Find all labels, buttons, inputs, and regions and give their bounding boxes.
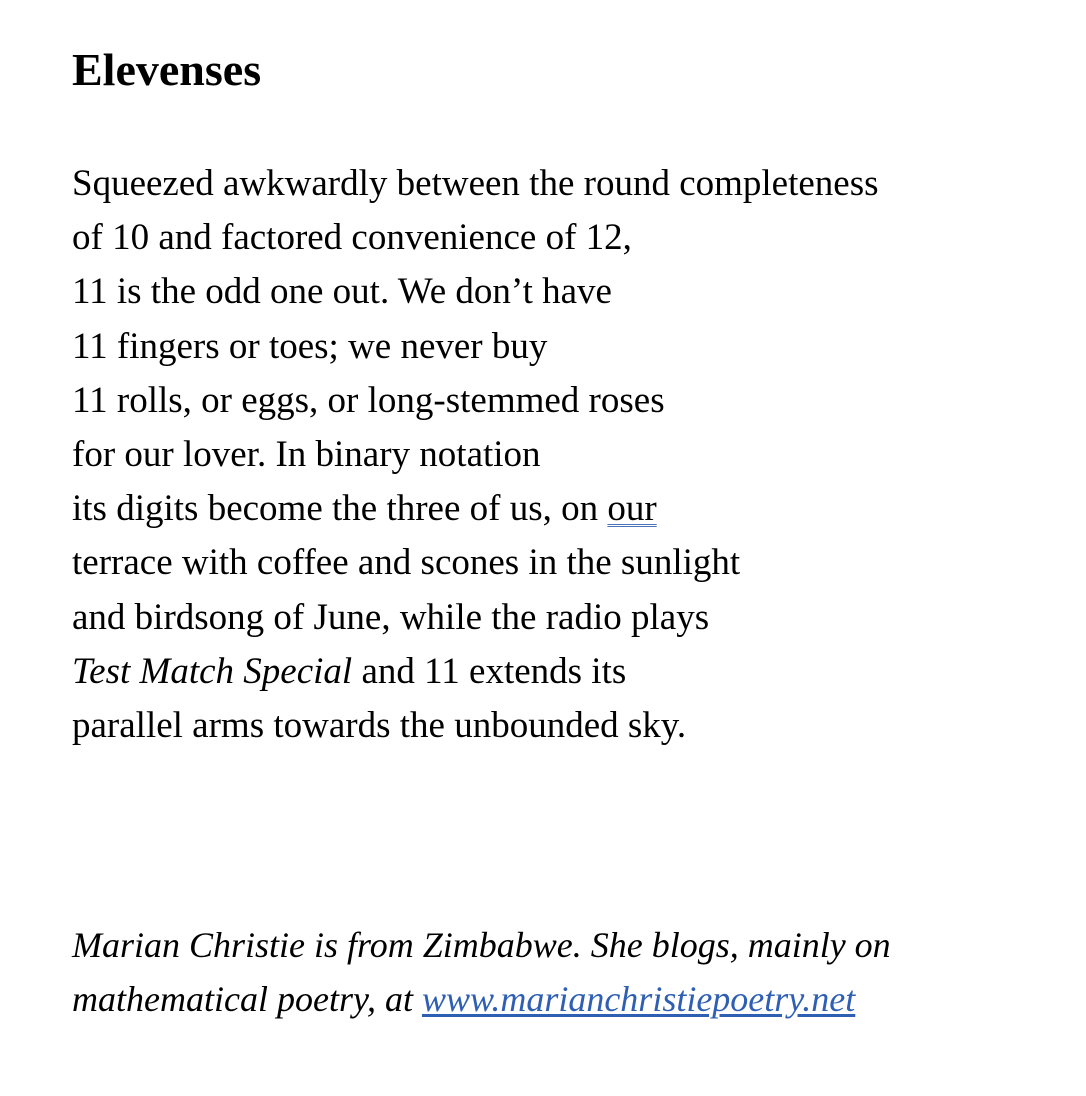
poem-line [72, 482, 879, 536]
bio-line [72, 972, 891, 1026]
poem-line: 11 rolls, or eggs, or long-stemmed roses [72, 379, 665, 421]
poem-line: and birdsong of June, while the radio plays [72, 596, 710, 638]
poem-body [72, 157, 879, 753]
italic-title-text: Test Match Special [72, 650, 353, 692]
author-bio [72, 918, 891, 1026]
poem-line: parallel arms towards the unbounded sky. [72, 704, 687, 746]
poem-line [72, 645, 879, 699]
grammar-flagged-word[interactable]: our [607, 488, 657, 530]
poem-line-text: its digits become the three of us, on [72, 488, 608, 530]
poem-line: 11 fingers or toes; we never buy [72, 325, 548, 367]
poem-line: terrace with coffee and scones in the sunlight [72, 542, 741, 584]
poem-title: Elevenses [72, 44, 262, 95]
poem-line: 11 is the odd one out. We don’t have [72, 271, 612, 313]
blog-link[interactable]: www.marianchristiepoetry.net [421, 979, 856, 1019]
poem-line: of 10 and factored convenience of 12, [72, 217, 632, 259]
poem-line: for our lover. In binary notation [72, 433, 541, 475]
bio-line-text: mathematical poetry, at [72, 979, 422, 1019]
bio-line: Marian Christie is from Zimbabwe. She blogs, mainly on [72, 925, 891, 965]
poem-line-text: and 11 extends its [352, 650, 627, 692]
poem-line: Squeezed awkwardly between the round completeness [72, 163, 879, 204]
